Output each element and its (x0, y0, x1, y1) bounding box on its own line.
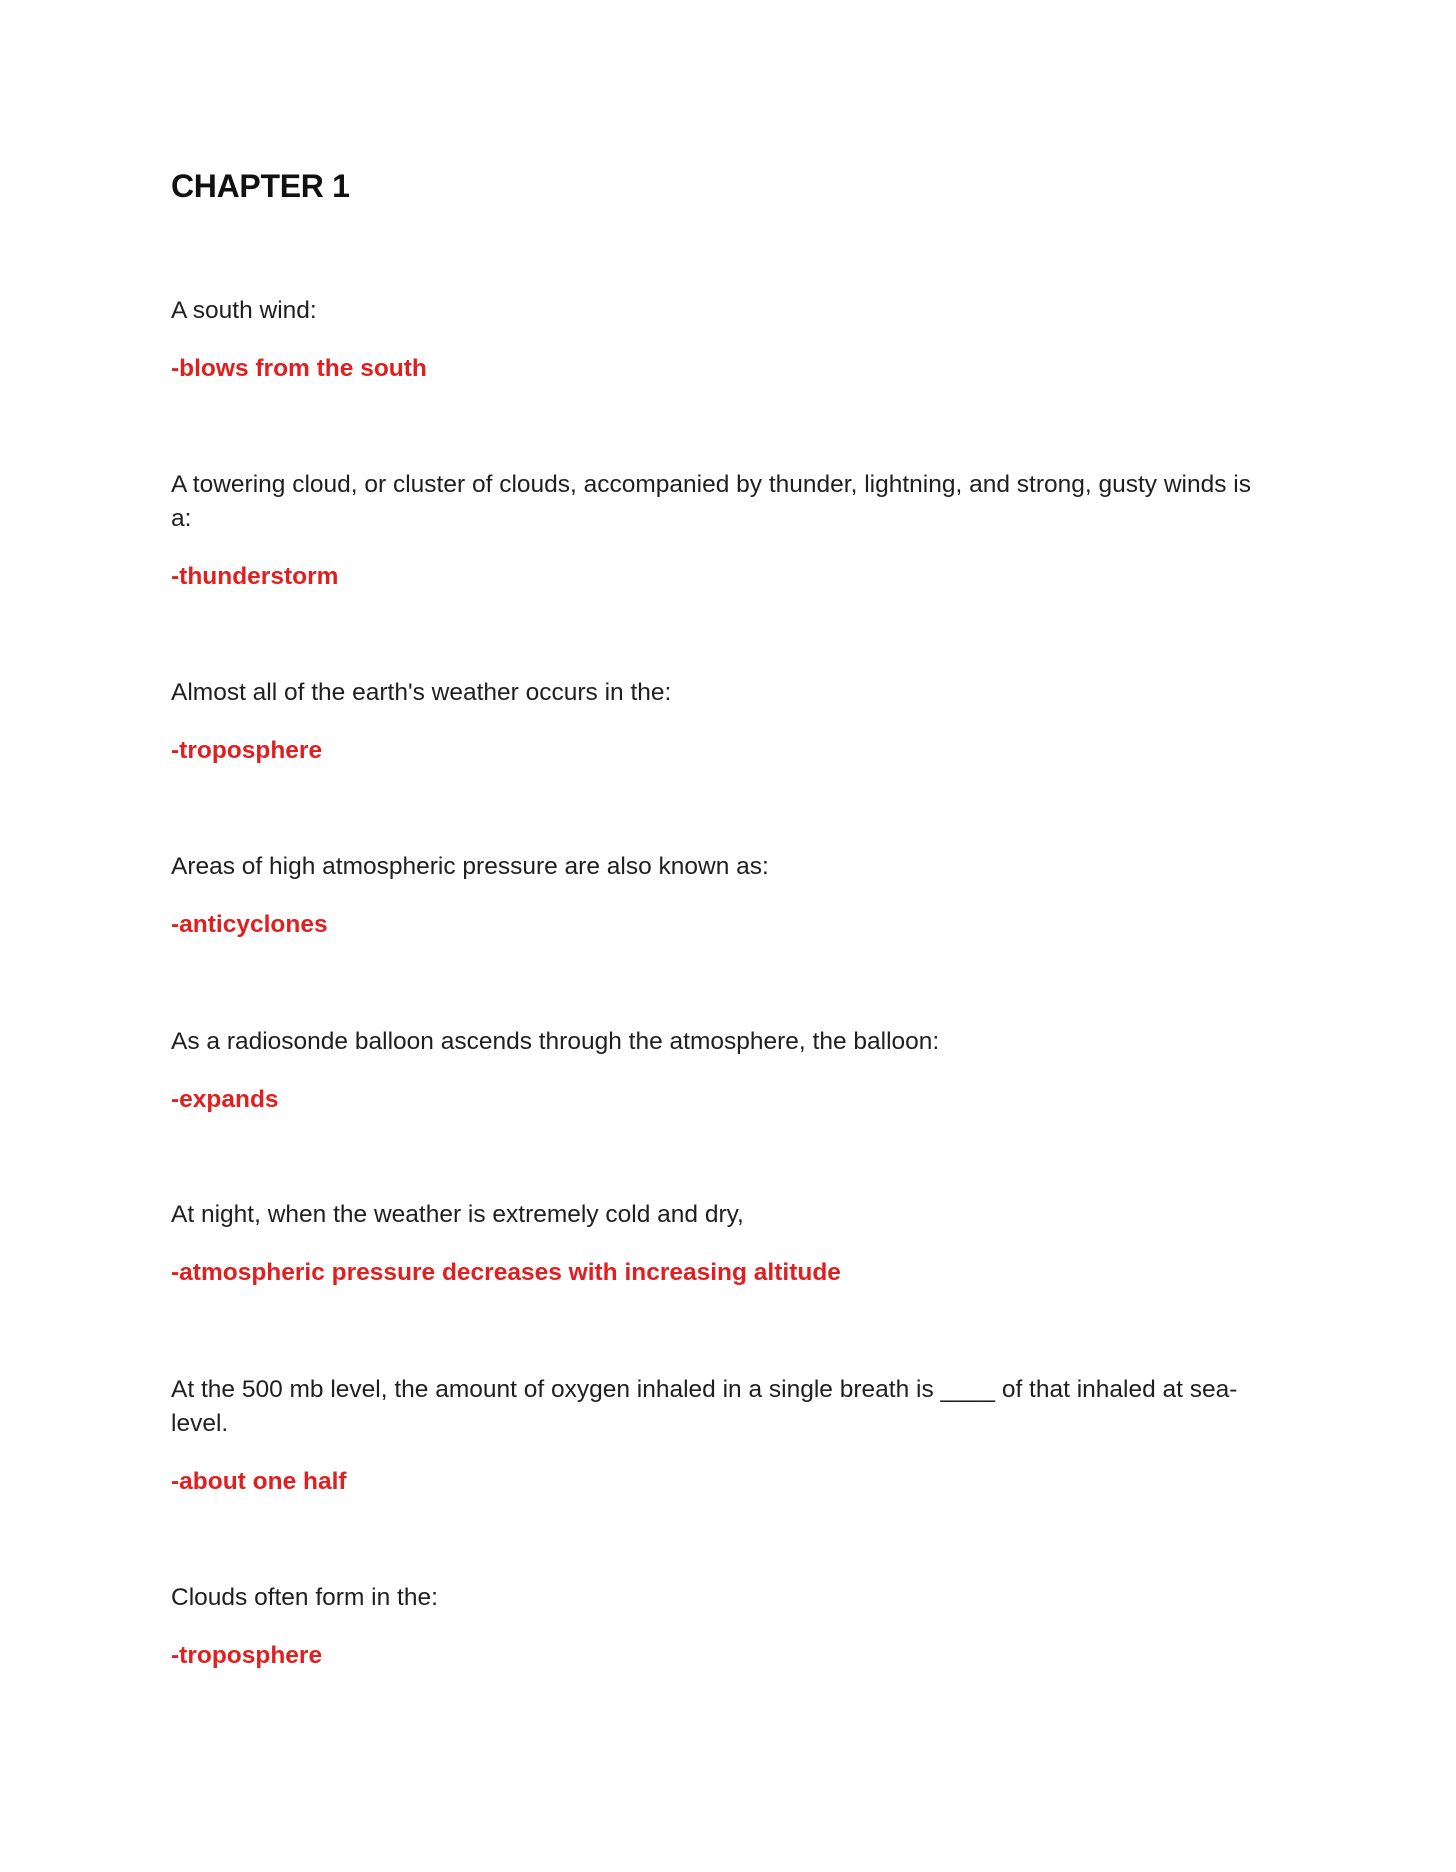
answer-text: -atmospheric pressure decreases with increasing altitude (171, 1259, 841, 1286)
question-text: A towering cloud, or cluster of clouds, accompanied by thunder, lightning, and strong, gusty winds is a: (171, 471, 1251, 532)
qa-item-7 (171, 1373, 1271, 1499)
answer-text: -thunderstorm (171, 563, 339, 590)
qa-item-3 (171, 676, 1271, 768)
answer-text: -expands (171, 1086, 279, 1113)
question-text: Clouds often form in the: (171, 1584, 438, 1611)
qa-item-6 (171, 1198, 1271, 1290)
answer-text: -troposphere (171, 1642, 323, 1669)
question-text: At the 500 mb level, the amount of oxygen inhaled in a single breath is ____ of that inhaled at sea-level. (171, 1376, 1238, 1437)
question-text: Areas of high atmospheric pressure are also known as: (171, 853, 769, 880)
answer-text: -about one half (171, 1468, 347, 1495)
question-text: At night, when the weather is extremely cold and dry, (171, 1201, 744, 1228)
question-text: As a radiosonde balloon ascends through the atmosphere, the balloon: (171, 1028, 940, 1055)
qa-item-1 (171, 294, 1271, 386)
question-text: Almost all of the earth's weather occurs in the: (171, 679, 672, 706)
qa-item-2 (171, 468, 1271, 594)
answer-text: -troposphere (171, 737, 323, 764)
answer-text: -blows from the south (171, 355, 427, 382)
answer-text: -anticyclones (171, 911, 328, 938)
chapter-title: CHAPTER 1 (171, 168, 350, 204)
qa-item-4 (171, 850, 1271, 942)
qa-item-5 (171, 1025, 1271, 1117)
question-text: A south wind: (171, 297, 317, 324)
qa-item-8 (171, 1581, 1271, 1673)
